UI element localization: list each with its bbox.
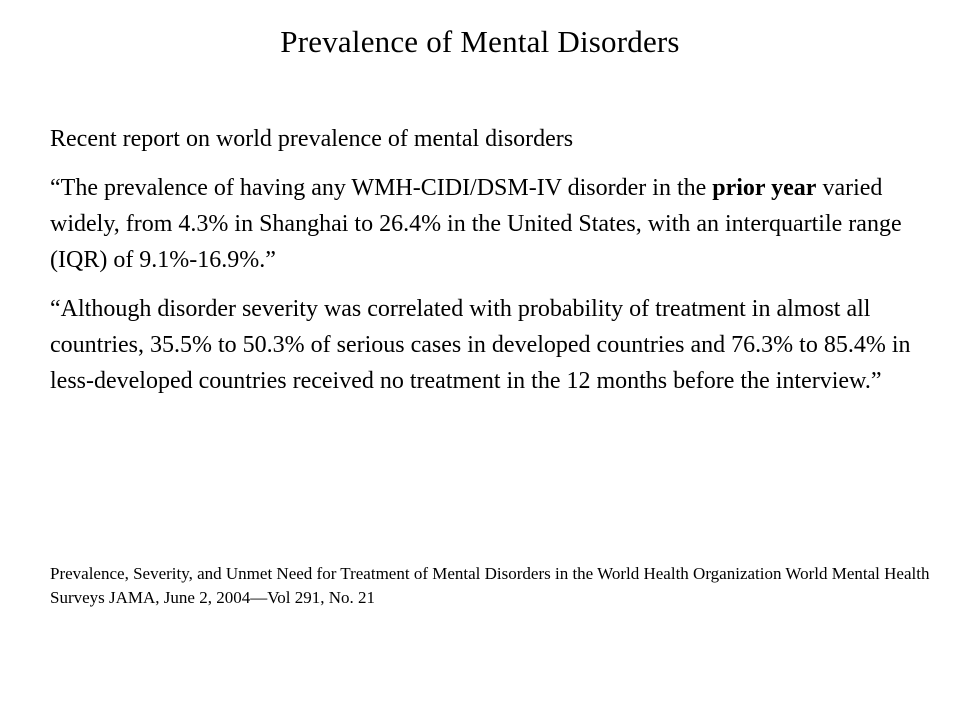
quote-prevalence-emphasis: prior year [712, 175, 817, 201]
quote-prevalence [50, 170, 930, 278]
intro-text: Recent report on world prevalence of mental disorders [50, 126, 574, 152]
quote-prevalence-start: “The prevalence of having any WMH-CIDI/DSM-IV disorder in the [50, 175, 713, 201]
slide-title: Prevalence of Mental Disorders [280, 24, 680, 59]
quote-treatment: “Although disorder severity was correlated with probability of treatment in almost all countries, 35.5% to 50.3% of serious cases in developed countries and 76.3% to 85.4% in less-developed countries received no treatment in the 12 months before the interview.” [50, 296, 911, 394]
citation: Prevalence, Severity, and Unmet Need for Treatment of Mental Disorders in the World Health Organization World Mental Health Surveys JAMA, June 2, 2004—Vol 291, No. 21 [50, 564, 930, 607]
quote-prevalence-end: varied widely, from 4.3% in Shanghai to 26.4% in the United States, with an interquartile range (IQR) of 9.1%-16.9%.” [50, 175, 902, 273]
slide-body [50, 121, 930, 412]
